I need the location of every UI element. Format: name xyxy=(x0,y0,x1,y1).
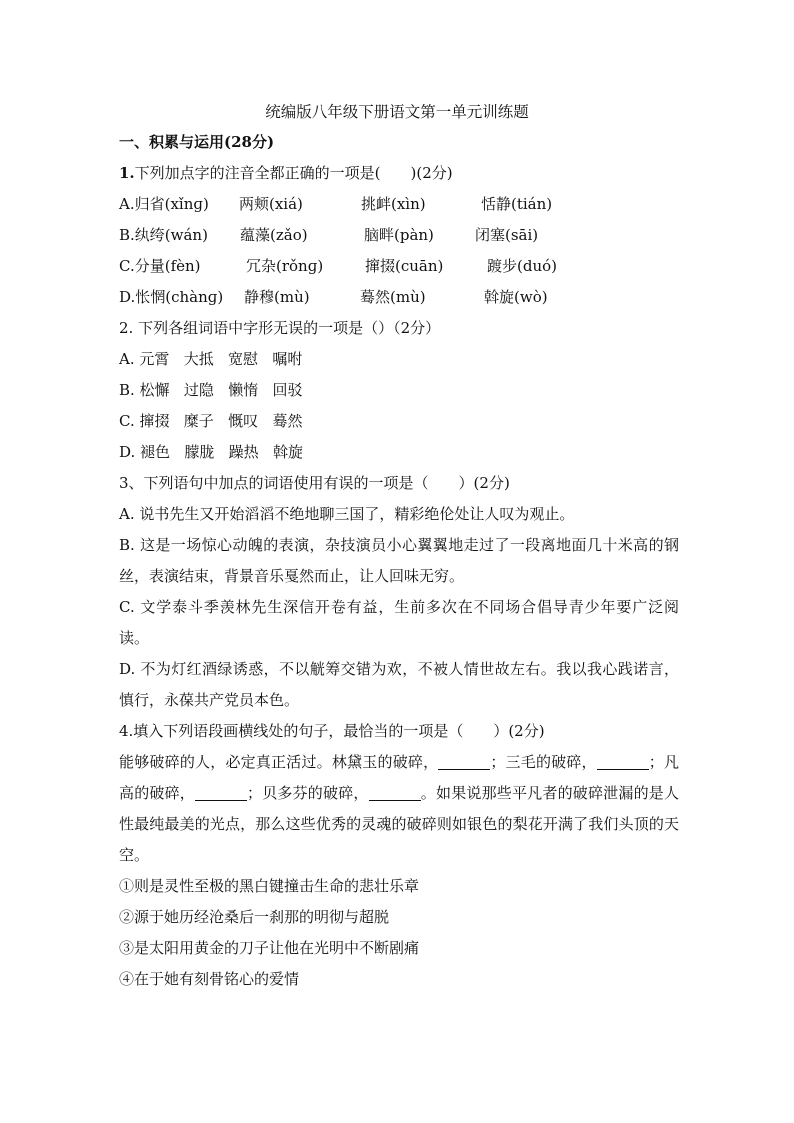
option-item: 过隐 xyxy=(183,381,214,399)
option-item: 蓦然 xyxy=(272,412,303,430)
option-item: 冗杂(rǒnɡ) xyxy=(246,257,324,275)
passage-text: ；凡高的破碎， xyxy=(119,753,679,802)
option-item: 斡旋 xyxy=(273,443,304,461)
option-item: 蕴藻(zǎo) xyxy=(240,226,308,244)
option-item: 踱步(duó) xyxy=(487,257,557,275)
q1-option-b xyxy=(119,220,679,251)
option-item: 闭塞(sāi) xyxy=(475,226,539,244)
option-item: 恬静(tián) xyxy=(481,195,553,213)
q2-option-d xyxy=(119,437,679,468)
passage-text: ；三毛的破碎， xyxy=(490,753,597,771)
passage-text: 能够破碎的人，必定真正活过。林黛玉的破碎， xyxy=(119,753,439,771)
section-heading: 一、积累与运用(28分) xyxy=(119,133,275,151)
passage-text: ；贝多芬的破碎， xyxy=(247,784,369,802)
option-item: 蓦然(mù) xyxy=(360,288,426,306)
option-item: 糜子 xyxy=(183,412,214,430)
option-item: 嘱咐 xyxy=(272,350,303,368)
q4-choice-4: ④在于她有刻骨铭心的爱情 xyxy=(119,970,300,988)
fill-blank xyxy=(195,782,247,801)
fill-blank xyxy=(438,751,490,770)
option-item: B. 松懈 xyxy=(119,381,170,399)
q3-option-c: C. 文学泰斗季羡林先生深信开卷有益，生前多次在不同场合倡导青少年要广泛阅读。 xyxy=(119,598,679,647)
q1-text: 下列加点字的注音全都正确的一项是( )(2分) xyxy=(134,164,453,182)
q1-option-d xyxy=(119,282,679,313)
option-item: 回驳 xyxy=(272,381,303,399)
option-item: 静穆(mù) xyxy=(244,288,310,306)
option-item: A. 元霄 xyxy=(119,350,170,368)
option-item: D. 褪色 xyxy=(119,443,171,461)
q4-passage xyxy=(119,747,679,871)
passage-text: 。如果说那些平凡者的破碎泄漏的是人性最纯最美的光点，那么这些优秀的灵魂的破碎则如银色的梨花开满了我们头顶的天空。 xyxy=(119,784,679,864)
page-title: 统编版八年级下册语文第一单元训练题 xyxy=(265,103,529,121)
question-body xyxy=(119,127,679,995)
option-item: C. 撺掇 xyxy=(119,412,170,430)
q2-option-c xyxy=(119,406,679,437)
option-item: 慨叹 xyxy=(228,412,259,430)
option-item: A.归省(xǐnɡ) xyxy=(119,195,209,213)
q1-option-a xyxy=(119,189,679,220)
option-item: 懒惰 xyxy=(228,381,259,399)
option-item: 两颊(xiá) xyxy=(239,195,303,213)
q3-option-a: A. 说书先生又开始滔滔不绝地聊三国了，精彩绝伦处让人叹为观止。 xyxy=(119,505,575,523)
option-item: 大抵 xyxy=(183,350,214,368)
q2-option-a xyxy=(119,344,679,375)
q4-choice-2: ②源于她历经沧桑后一刹那的明彻与超脱 xyxy=(119,908,390,926)
q2-option-b xyxy=(119,375,679,406)
option-item: 宽慰 xyxy=(228,350,259,368)
option-item: 挑衅(xìn) xyxy=(361,195,426,213)
q4-choice-3: ③是太阳用黄金的刀子让他在光明中不断剧痛 xyxy=(119,939,420,957)
option-item: 斡旋(wò) xyxy=(484,288,548,306)
q3-option-b: B. 这是一场惊心动魄的表演，杂技演员小心翼翼地走过了一段离地面几十米高的钢丝，表演结束，背景音乐戛然而止，让人回味无穷。 xyxy=(119,536,679,585)
q2-stem: 2. 下列各组词语中字形无误的一项是（）（2分） xyxy=(119,319,441,337)
option-item: 朦胧 xyxy=(184,443,215,461)
q3-option-d: D. 不为灯红酒绿诱惑，不以觥筹交错为欢，不被人情世故左右。我以我心践诺言，慎行，永葆共产党员本色。 xyxy=(119,660,679,709)
q3-stem: 3、下列语句中加点的词语使用有误的一项是（ ）(2分) xyxy=(119,474,510,492)
fill-blank xyxy=(597,751,649,770)
q1-stem xyxy=(119,158,679,189)
q4-stem: 4.填入下列语段画横线处的句子，最恰当的一项是（ ）(2分) xyxy=(119,722,545,740)
option-item: C.分量(fèn) xyxy=(119,257,201,275)
q1-option-c xyxy=(119,251,679,282)
option-item: 撺掇(cuān) xyxy=(365,257,444,275)
option-item: D.怅惘(chànɡ) xyxy=(119,288,224,306)
option-item: 脑畔(pàn) xyxy=(364,226,434,244)
option-item: B.纨绔(wán) xyxy=(119,226,208,244)
q4-choice-1: ①则是灵性至极的黑白键撞击生命的悲壮乐章 xyxy=(119,877,420,895)
fill-blank xyxy=(369,782,421,801)
q1-number: 1. xyxy=(119,164,135,182)
option-item: 躁热 xyxy=(228,443,259,461)
